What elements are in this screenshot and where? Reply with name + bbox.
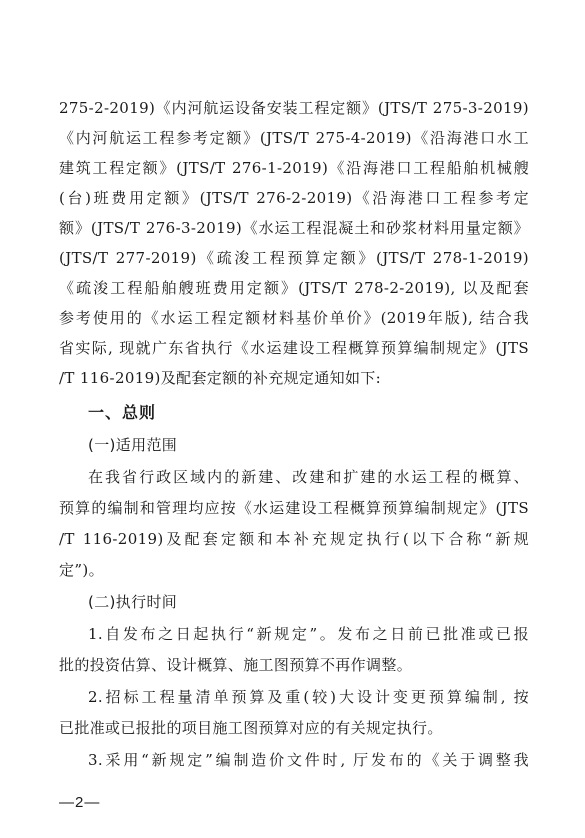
body-line: 额》(JTS/T 276-3-2019)《水运工程混凝土和砂浆材料用量定额》 (59, 219, 529, 237)
body-line: 《内河航运工程参考定额》(JTS/T 275-4-2019)《沿海港口水工 (59, 129, 529, 147)
section-heading-general: 一、总则 (88, 403, 157, 422)
time-line: 批的投资估算、设计概算、施工图预算不再作调整。 (59, 656, 413, 674)
scope-line: 在我省行政区域内的新建、改建和扩建的水运工程的概算、 (88, 468, 529, 486)
body-line: 建筑工程定额》(JTS/T 276-1-2019)《沿海港口工程船舶机械艘 (59, 159, 529, 177)
scope-line: 定”)。 (59, 561, 104, 579)
time-line: 已批准或已报批的项目施工图预算对应的有关规定执行。 (59, 719, 443, 737)
subheading-scope: (一)适用范围 (88, 436, 178, 454)
scope-line: /T 116-2019)及配套定额和本补充规定执行(以下合称“新规 (59, 530, 529, 548)
subheading-time: (二)执行时间 (88, 593, 178, 611)
body-line: 参考使用的《水运工程定额材料基价单价》(2019年版), 结合我 (59, 309, 529, 327)
body-line: (台)班费用定额》(JTS/T 276-2-2019)《沿海港口工程参考定 (59, 189, 529, 207)
body-line: 省实际, 现就广东省执行《水运建设工程概算预算编制规定》(JTS (59, 339, 529, 357)
body-line: /T 116-2019)及配套定额的补充规定通知如下: (59, 369, 382, 387)
scope-line: 预算的编制和管理均应按《水运建设工程概算预算编制规定》(JTS (59, 499, 529, 517)
body-line: (JTS/T 277-2019)《疏浚工程预算定额》(JTS/T 278-1-2019) (59, 249, 529, 267)
time-line: 2.招标工程量清单预算及重(较)大设计变更预算编制, 按 (88, 688, 529, 706)
time-line: 3.采用“新规定”编制造价文件时, 厅发布的《关于调整我 (88, 751, 529, 769)
time-line: 1.自发布之日起执行“新规定”。发布之日前已批准或已报 (88, 625, 529, 643)
page-number: —2— (59, 794, 101, 811)
body-line: 275-2-2019)《内河航运设备安装工程定额》(JTS/T 275-3-2019) (59, 99, 529, 117)
body-line: 《疏浚工程船舶艘班费用定额》(JTS/T 278-2-2019), 以及配套 (59, 279, 529, 297)
